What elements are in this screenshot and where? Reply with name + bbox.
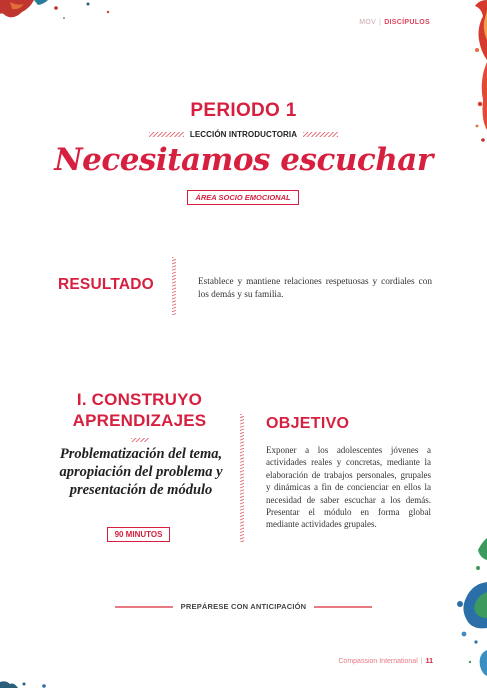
decorative-divider-objetivo bbox=[240, 414, 244, 542]
objetivo-heading: OBJETIVO bbox=[266, 415, 350, 432]
construyo-heading bbox=[0, 389, 279, 431]
area-badge: ÁREA SOCIO EMOCIONAL bbox=[187, 190, 299, 205]
construyo-subtitle: Problematización del tema, apropiación del problema y presentación de módulo bbox=[59, 446, 223, 498]
decorative-hatch-left bbox=[149, 132, 184, 137]
footer-org: Compassion International bbox=[338, 658, 418, 665]
page-footer bbox=[338, 658, 433, 665]
duration-badge: 90 MINUTOS bbox=[107, 527, 170, 542]
resultado-text: Establece y mantiene relaciones respetuosas y cordiales con los demás y su familia. bbox=[198, 277, 432, 300]
running-header bbox=[359, 19, 430, 26]
header-title: DISCÍPULOS bbox=[384, 19, 430, 26]
construyo-heading-line1: I. CONSTRUYO bbox=[76, 390, 203, 409]
lesson-label: LECCIÓN INTRODUCTORIA bbox=[189, 130, 298, 139]
page-number: 11 bbox=[425, 658, 433, 665]
decorative-line-right bbox=[314, 606, 372, 608]
header-separator: | bbox=[379, 19, 382, 26]
footer-separator: | bbox=[420, 658, 423, 665]
resultado-heading: RESULTADO bbox=[58, 276, 154, 293]
decorative-divider-resultado bbox=[172, 257, 176, 315]
objetivo-text: Exponer a los adolescentes jóvenes a actividades reales y concretas, mediante la elaboración de trabajos personales, grupales y dinámicas a fin de concienciar en ellos la necesidad de saber escuchar a los demás. Presentar el módulo en forma global mediante actividades grupales. bbox=[266, 445, 431, 530]
decorative-hatch-small bbox=[131, 438, 149, 442]
lesson-row bbox=[0, 130, 487, 139]
paint-splatter-top-left bbox=[0, 0, 130, 30]
paint-splatter-bottom-left bbox=[0, 676, 60, 688]
decorative-line-left bbox=[115, 606, 173, 608]
page-title: Necesitamos escuchar bbox=[54, 142, 433, 178]
paint-splatter-top-right bbox=[447, 0, 487, 150]
header-section: MOV bbox=[359, 19, 377, 26]
decorative-hatch-right bbox=[303, 132, 338, 137]
preparation-note: PREPÁRESE CON ANTICIPACIÓN bbox=[180, 602, 307, 611]
paint-splatter-bottom-right bbox=[442, 538, 487, 688]
preparation-note-row bbox=[0, 602, 487, 611]
period-heading: PERIODO 1 bbox=[190, 100, 297, 121]
construyo-heading-line2: APRENDIZAJES bbox=[72, 411, 207, 430]
